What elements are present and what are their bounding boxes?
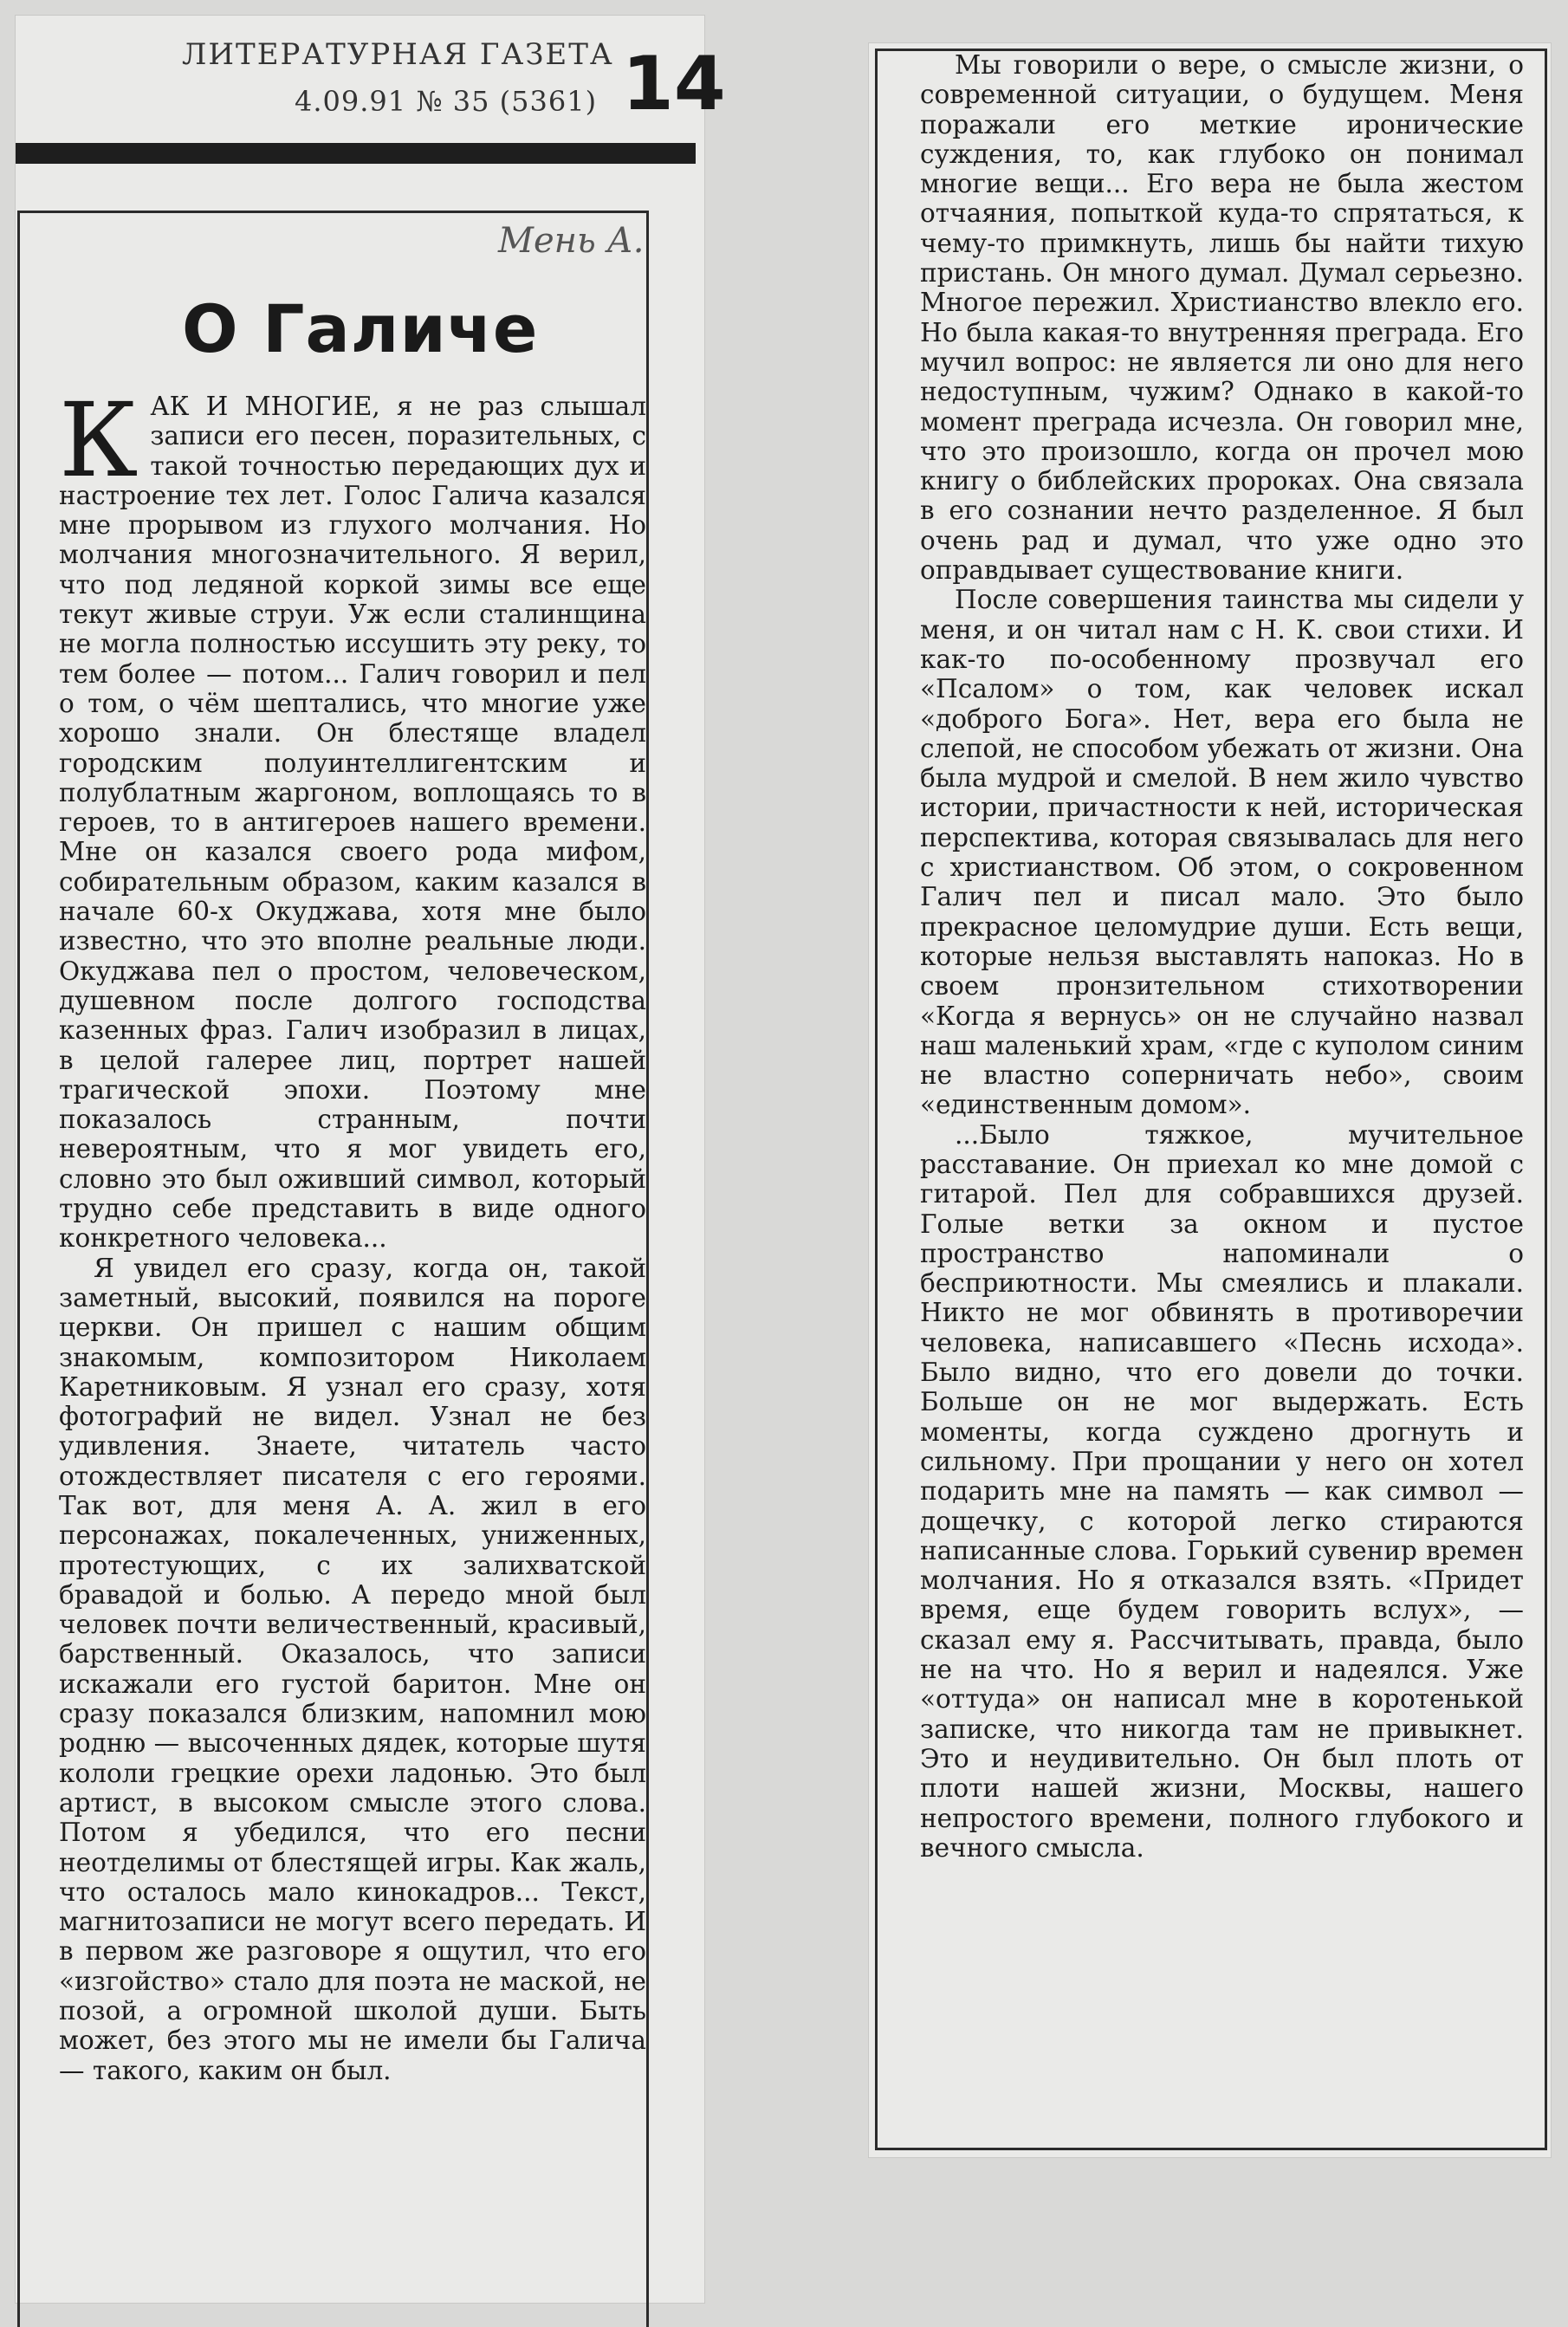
paragraph: После совершения таинства мы сидели у меня, и он читал нам с Н. К. свои стихи. И как-то по-особенному прозвучал его «Псалом» о том, как человек искал «доброго Бога». Нет, вера его была не слепой, не способом убежать от жизни. Она была мудрой и смелой. В нем жило чувство истории, причастности к ней, историческая перспектива, которая связывалась для него с христианством. Об этом, о сокровенном Галич пел и писал мало. Это было прекрасное целомудрие души. Есть вещи, которые нельзя выставлять напоказ. Но в своем пронзительном стихотворении «Когда я вернусь» он не случайно назвал наш маленький храм, «где с куполом синим не властно соперничать небо», своим «единственным домом». (920, 585, 1524, 1120)
paragraph-text: АК И МНОГИЕ, я не раз слышал записи его песен, поразительных, с такой точностью передающих дух и настроение тех лет. Голос Галича казался мне прорывом из глухого молчания. Но молчания многозначительного. Я верил, что под ледяной коркой зимы все еще текут живые струи. Уж если сталинщина не могла полностью иссушить эту реку, то тем более — потом... Галич говорил и пел о том, о чём шептались, что многие уже хорошо знали. Он блестяще владел городским полуинтеллигентским и полублатным жаргоном, воплощаясь то в героев, то в антигероев нашего времени. Мне он казался своего рода мифом, собирательным образом, каким казался в начале 60-х Окуджава, хотя мне было известно, что это вполне реальные люди. Окуджава пел о простом, человеческом, душевном после долгого господства казенных фраз. Галич изобразил в лицах, в целой галерее лиц, портрет нашей трагической эпохи. Поэтому мне показалось странным, почти невероятным, что я мог увидеть его, словно это был оживший символ, который трудно себе представить в виде одного конкретного человека... (59, 392, 646, 1254)
drop-cap: К (59, 380, 139, 500)
handwritten-note: Мень А. (498, 221, 645, 261)
page-number: 14 (622, 41, 726, 127)
paragraph: Я увидел его сразу, когда он, такой заметный, высокий, появился на пороге церкви. Он пришел с нашим общим знакомым, композитором Николаем Каретниковым. Я узнал его сразу, хотя фотографий не видел. Узнал не без удивления. Знаете, читатель часто отождествляет писателя с его героями. Так вот, для меня А. А. жил в его персонажах, покалеченных, униженных, протестующих, с их залихватской бравадой и болью. А передо мной был человек почти величественный, красивый, барственный. Оказалось, что записи искажали его густой баритон. Мне он сразу показался близким, напомнил мою родню — высоченных дядек, которые шутя кололи грецкие орехи ладонью. Это был артист, в высоком смысле этого слова. Потом я убедился, что его песни неотделимы от блестящей игры. Как жаль, что осталось мало кинокадров... Текст, магнитозаписи не могут всего передать. И в первом же разговоре я ощутил, что его «изгойство» стало для поэта не маской, не позой, а огромной школой души. Быть может, без этого мы не имели бы Галича — такого, каким он был. (59, 1253, 646, 2085)
article-column-right (920, 50, 1524, 1863)
article-column-left (59, 380, 646, 2085)
paragraph: ...Было тяжкое, мучительное расставание. Он приехал ко мне домой с гитарой. Пел для собравшихся друзей. Голые ветки за окном и пустое пространство напоминали о бесприютности. Мы смеялись и плакали. Никто не мог обвинять в противоречии человека, написавшего «Песнь исхода». Было видно, что его довели до точки. Больше он не мог выдержать. Есть моменты, когда суждено дрогнуть и сильному. При прощании у него он хотел подарить мне на память — как символ — дощечку, с которой легко стираются написанные слова. Горький сувенир времен молчания. Но я отказался взять. «Придет время, еще будем говорить вслух», — сказал ему я. Рассчитывать, правда, было не на что. Но я верил и надеялся. Уже «оттуда» он написал мне в коротенькой записке, что никогда там не привыкнет. Это и неудивительно. Он был плоть от плоти нашей жизни, Москвы, нашего непростого времени, полного глубокого и вечного смысла. (920, 1119, 1524, 1863)
masthead-rule (16, 143, 696, 164)
paragraph (59, 380, 646, 1254)
article-headline: О Галиче (182, 290, 539, 367)
paragraph: Мы говорили о вере, о смысле жизни, о современной ситуации, о будущем. Меня поражали его меткие иронические суждения, то, как глубоко он понимал многие вещи... Его вера не была жестом отчаяния, попыткой куда-то спрятаться, к чему-то примкнуть, лишь бы найти тихую пристань. Он много думал. Думал серьезно. Многое пережил. Христианство влекло его. Но была какая-то внутренняя преграда. Его мучил вопрос: не является ли оно для него недоступным, чужим? Однако в какой-то момент преграда исчезла. Он говорил мне, что это произошло, когда он прочел мою книгу о библейских пророках. Она связала в его сознании нечто разделенное. Я был очень рад и думал, что уже одно это оправдывает существование книги. (920, 50, 1524, 586)
issue-info: 4.09.91 № 35 (5361) (295, 85, 598, 118)
masthead (182, 31, 614, 125)
newspaper-name: ЛИТЕРАТУРНАЯ ГАЗЕТА (182, 37, 614, 72)
